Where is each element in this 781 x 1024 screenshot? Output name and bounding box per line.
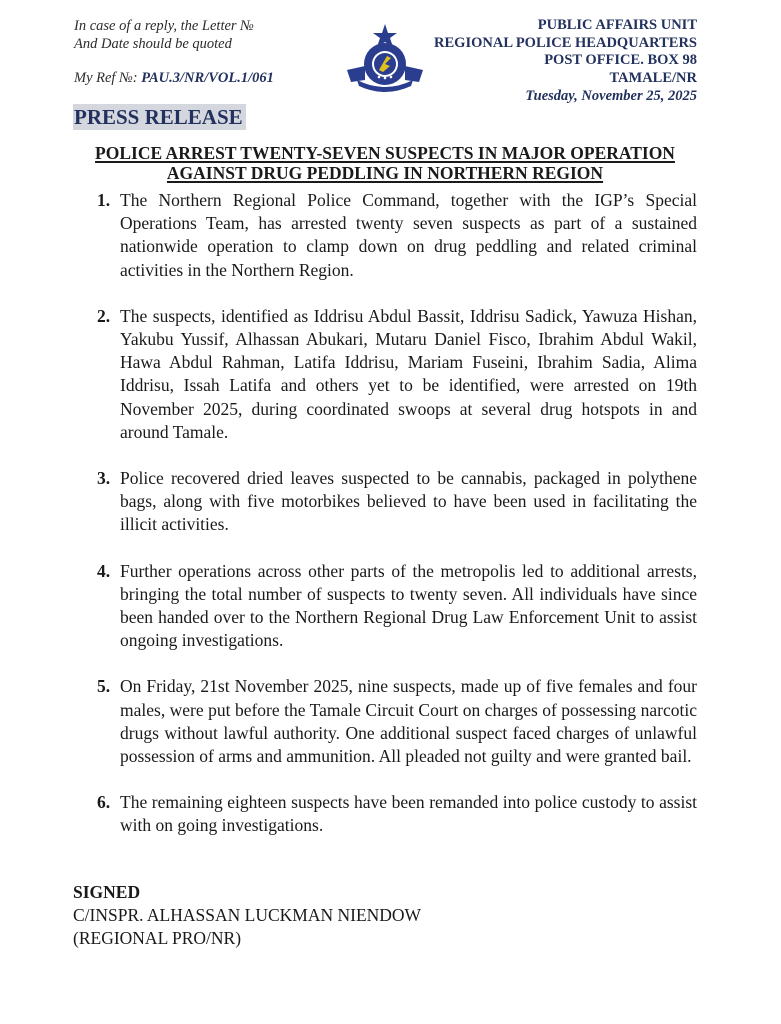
- paragraph-number: 2.: [97, 305, 111, 326]
- reply-note-line-2: And Date should be quoted: [74, 36, 232, 52]
- office-unit: PUBLIC AFFAIRS UNIT: [537, 17, 697, 33]
- headline-line-1: POLICE ARREST TWENTY-SEVEN SUSPECTS IN MAJOR OPERATION: [95, 143, 675, 163]
- paragraph-3: [97, 467, 697, 537]
- headline-line-2: AGAINST DRUG PEDDLING IN NORTHERN REGION: [166, 163, 604, 183]
- reference-number: [74, 69, 274, 87]
- paragraph-text: On Friday, 21st November 2025, nine suspects, made up of five females and four males, were put before the Tamale Circuit Court on charges of possessing narcotic drugs without lawful authority. One additional suspect faced charges of unlawful possession of arms and ammunition. All pleaded not guilty and were granted bail.: [120, 676, 697, 767]
- signatory-name: C/INSPR. ALHASSAN LUCKMAN NIENDOW: [73, 905, 422, 925]
- paragraph-1: [97, 189, 697, 282]
- signature-block: [73, 881, 421, 950]
- signatory-title: (REGIONAL PRO/NR): [73, 928, 242, 948]
- press-release-label: PRESS RELEASE: [73, 104, 246, 130]
- ghana-police-crest-icon: [343, 22, 427, 98]
- paragraph-number: 3.: [97, 468, 111, 489]
- headline: [72, 143, 698, 183]
- paragraph-6: [97, 791, 697, 837]
- paragraph-2: [97, 305, 697, 444]
- reference-label: My Ref №:: [74, 70, 142, 86]
- office-headquarters: REGIONAL POLICE HEADQUARTERS: [434, 34, 697, 51]
- signed-label: SIGNED: [73, 882, 141, 902]
- paragraph-text: The remaining eighteen suspects have been remanded into police custody to assist with on going investigations.: [120, 792, 697, 836]
- reply-instructions: [74, 17, 274, 87]
- office-po-box: POST OFFICE. BOX 98: [544, 52, 697, 68]
- paragraph-text: Police recovered dried leaves suspected to be cannabis, packaged in polythene bags, along with five motorbikes believed to have been used in facilitating the illicit activities.: [120, 468, 697, 535]
- paragraph-text: Further operations across other parts of the metropolis led to additional arrests, bringing the total number of suspects to twenty seven. All individuals have since been handed over to the Northern Regional Drug Law Enforcement Unit to assist ongoing investigations.: [120, 560, 697, 651]
- paragraph-number: 6.: [97, 792, 111, 813]
- paragraph-text: The suspects, identified as Iddrisu Abdul Bassit, Iddrisu Sadick, Yawuza Hishan, Yakubu Yussif, Alhassan Abukari, Mutaru Daniel Fisco, Ibrahim Abdul Wakil, Hawa Abdul Rahman, Latifa Iddrisu, Mariam Fuseini, Ibrahim Sadia, Alima Iddrisu, Issah Latifa and others yet to be identified, were arrested on 19th November 2025, during coordinated swoops at several drug hotspots in and around Tamale.: [120, 305, 697, 442]
- office-address: [434, 17, 697, 106]
- paragraph-text: The Northern Regional Police Command, together with the IGP’s Special Operations Team, has arrested twenty seven suspects as part of a sustained nationwide operation to clamp down on drug peddling and related criminal activities in the Northern Region.: [120, 190, 697, 280]
- office-location: TAMALE/NR: [609, 69, 697, 86]
- reference-value: PAU.3/NR/VOL.1/061: [141, 70, 274, 86]
- paragraph-number: 1.: [97, 190, 111, 210]
- paragraph-5: [97, 675, 697, 768]
- release-paragraphs: [97, 189, 697, 861]
- paragraph-number: 5.: [97, 676, 111, 697]
- release-date: Tuesday, November 25, 2025: [525, 88, 697, 104]
- paragraph-4: [97, 560, 697, 653]
- reply-note-line-1: In case of a reply, the Letter №: [74, 18, 254, 34]
- paragraph-number: 4.: [97, 560, 111, 581]
